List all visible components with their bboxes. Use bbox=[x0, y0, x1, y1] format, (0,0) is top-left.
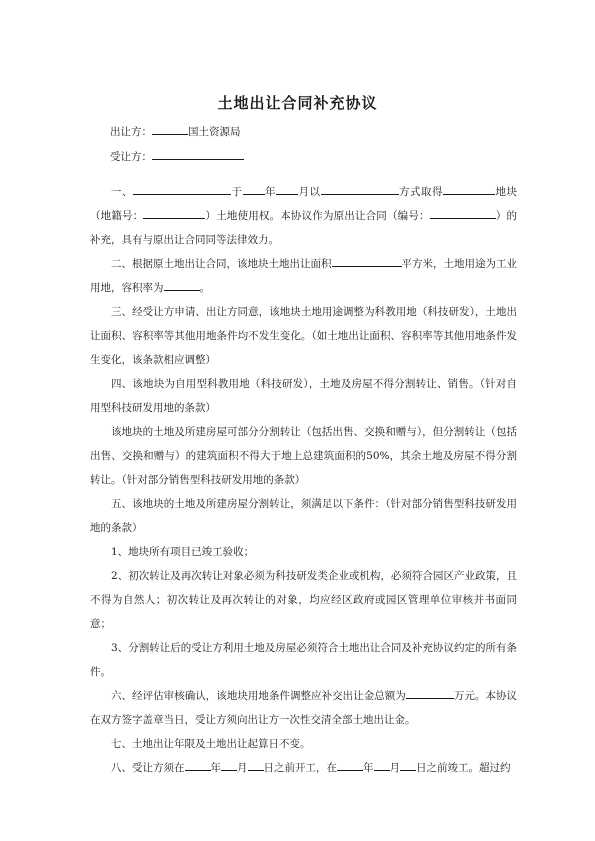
transferor-value: 国土资源局 bbox=[188, 126, 241, 138]
blank-field bbox=[243, 183, 265, 195]
clause-7: 七、土地出让年限及土地出让起算日不变。 bbox=[111, 738, 311, 750]
blank-field bbox=[152, 123, 188, 135]
transferor-line bbox=[110, 123, 241, 139]
clause-3: 三、经受让方申请、出让方同意，该地块土地用途调整为科教用地（科技研发），土地出让面积、容积率等其他用地条件均不发生变化。（如土地出让面积、容积率等其他用地条件发生变化，该条款相应调整） bbox=[90, 306, 517, 366]
transferee-line bbox=[110, 148, 244, 164]
blank-field bbox=[443, 183, 495, 195]
blank-field bbox=[400, 759, 416, 771]
clause-8: 八、受让方须在 年 月 日之前开工，在 年 月 日之前竣工。超过约 bbox=[90, 756, 517, 780]
blank-field bbox=[248, 759, 264, 771]
document-title: 土地出让合同补充协议 bbox=[217, 94, 378, 112]
agreement-body bbox=[90, 180, 517, 780]
clause-5: 五、该地块的土地及所建房屋分割转让，须满足以下条件：（针对部分销售型科技研发用地的条款） bbox=[90, 498, 517, 534]
blank-field bbox=[133, 183, 231, 195]
blank-field bbox=[332, 255, 402, 267]
clause-2: 二、根据原土地出让合同，该地块土地出让面积 平方米，土地用途为工业用地，容积率为 。 bbox=[90, 252, 517, 300]
clause-1: 一、 于 年 月以 方式取得 地块（地籍号： ）土地使用权。本协议作为原出让合同（编号： ）的补充，具有与原出让合同同等法律效力。 bbox=[90, 180, 517, 252]
blank-field bbox=[406, 687, 454, 699]
clause-4-alt: 该地块的土地及所建房屋可部分分割转让（包括出售、交换和赠与），但分割转让（包括出售、交换和赠与）的建筑面积不得大于地上总建筑面积的50%，其余土地及房屋不得分割转让。（针对部分销售型科技研发用地的条款） bbox=[90, 426, 517, 486]
clause-5-item-1: 1、地块所有项目已竣工验收； bbox=[111, 546, 255, 558]
blank-field bbox=[276, 183, 298, 195]
blank-field bbox=[143, 207, 205, 219]
blank-field bbox=[164, 279, 200, 291]
blank-field bbox=[185, 759, 211, 771]
clause-5-item-3: 3、分割转让后的受让方利用土地及房屋必须符合土地出让合同及补充协议约定的所有条件。 bbox=[90, 642, 517, 678]
clause-6: 六、经评估审核确认，该地块用地条件调整应补交出让金总额为 万元。本协议在双方签字盖章当日，受让方须向出让方一次性交清全部土地出让金。 bbox=[90, 684, 517, 732]
blank-field bbox=[337, 759, 363, 771]
transferor-label: 出让方： bbox=[110, 126, 152, 138]
blank-field bbox=[321, 183, 399, 195]
blank-field bbox=[221, 759, 237, 771]
transferee-label: 受让方： bbox=[110, 151, 152, 163]
blank-field bbox=[430, 207, 496, 219]
clause-5-item-2: 2、初次转让及再次转让对象必须为科技研发类企业或机构，必须符合园区产业政策，且不得为自然人；初次转让及再次转让的对象，均应经区政府或园区管理单位审核并书面同意； bbox=[90, 570, 517, 630]
blank-field bbox=[152, 148, 244, 160]
clause-4: 四、该地块为自用型科教用地（科技研发），土地及房屋不得分割转让、销售。（针对自用型科技研发用地的条款） bbox=[90, 378, 517, 414]
blank-field bbox=[374, 759, 390, 771]
